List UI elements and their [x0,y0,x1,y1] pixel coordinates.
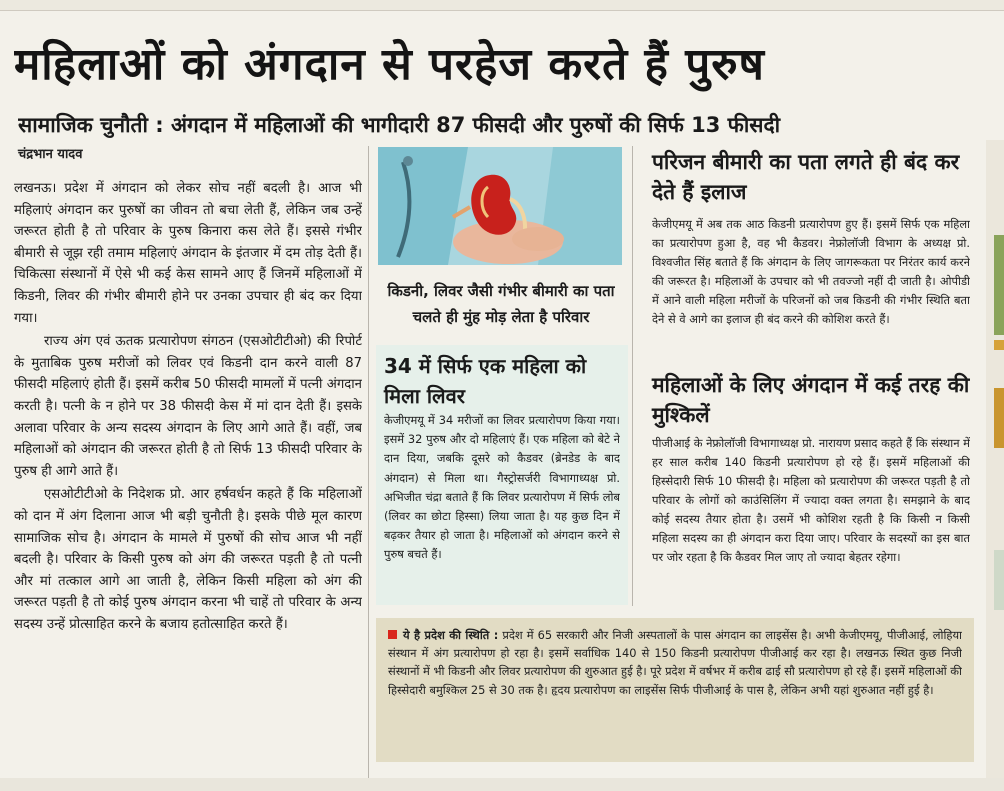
state-status-label: ये है प्रदेश की स्थिति : [403,628,499,642]
photo-caption: किडनी, लिवर जैसी गंभीर बीमारी का पता चलते ही मुंह मोड़ लेता है परिवार [387,282,615,326]
liver-sidebar-box [376,345,628,605]
red-square-bullet-icon [388,630,397,639]
state-status-text: प्रदेश में 65 सरकारी और निजी अस्पतालों के पास अंगदान का लाइसेंस है। अभी केजीएमयू, पीजीआई, लोहिया संस्थान में अंग प्रत्यारोपण हो रहा है। इसमें सर्वाधिक 140 से 150 किडनी प्रत्यारोपण पीजीआई कर रहा है। लखनऊ स्थित कुछ निजी संस्थानों में भी किडनी और लिवर प्रत्यारोपण की शुरुआत हुई है। पूरे प्रदेश में वर्षभर में करीब ढाई सौ प्रत्यारोपण हो रहे हैं। इसमें महिलाओं की हिस्सेदारी बमुश्किल 25 से 30 तक है। हृदय प्रत्यारोपण का लाइसेंस सिर्फ पीजीआई के पास है, लेकिन अभी यहां शुरुआत नहीं हुई है। [388,628,962,697]
subhead: सामाजिक चुनौती : अंगदान में महिलाओं की भागीदारी 87 फीसदी और पुरुषों की सिर्फ 13 फीसदी [18,113,781,137]
article-paragraph-1: लखनऊ। प्रदेश में अंगदान को लेकर सोच नहीं बदली है। आज भी महिलाएं अंगदान कर पुरुषों का जीवन तो बचा लेती हैं, लेकिन जब उन्हें जरूरत होती है तो परिवार के पुरुष किनारा कस लेते हैं। इससे गंभीर बीमारी से जूझ रही तमाम महिलाएं अंगदान के इंतजार में दम तोड़ देती हैं। चिकित्सा संस्थानों में ऐसे भी कई केस सामने आए हैं जिनमें महिलाओं में किडनी, लिवर की गंभीर बीमारी होने पर उनका उपचार ही बंद कर दिया गया। [14,181,362,326]
kidney-photo-icon [378,147,622,265]
article-paragraph-3: एसओटीटीओ के निदेशक प्रो. आर हर्षवर्धन कहते हैं कि महिलाओं को दान में अंग दिलाना आज भी बड़ी चुनौती है। इसके पीछे मूल कारण सामाजिक सोच है। अंगदान के मामले में पुरुषों की सोच आज भी नहीं बदली है। परिवार के किसी पुरुष को अंग की जरूरत पड़ती है तो पत्नी और मां तत्काल आगे आ जाती है, लेकिन किसी महिला को अंग की जरूरत पड़ती है तो कोई पुरुष अंगदान करना भी चाहें तो परिवार के अन्य सदस्य उन्हें प्रोत्साहित करने के बजाय हतोत्साहित करते हैं। [14,487,362,632]
state-status-text-block [388,626,962,758]
section-heading-difficulties: महिलाओं के लिए अंगदान में कई तरह की मुश्किलें [652,373,970,427]
headline: महिलाओं को अंगदान से परहेज करते हैं पुरुष [14,39,765,90]
section-text-treatment-stopped: केजीएमयू में अब तक आठ किडनी प्रत्यारोपण हुए हैं। इसमें सिर्फ एक महिला का प्रत्यारोपण हुआ है, वह भी कैडवर। नेफ्रोलॉजी विभाग के अध्यक्ष प्रो. विश्वजीत सिंह बताते हैं कि अंगदान के लिए जागरूकता पर निरंतर कार्य करने की जरूरत है। महिलाओं के उपचार को भी तवज्जो नहीं दी जाती है। ओपीडी में आने वाली महिला मरीजों के परिजनों को जब किडनी की गंभीर स्थिति बता देने से वे आगे का इलाज ही बंद करने की कोशिश करते हैं। [652,217,970,326]
column-divider [368,146,369,786]
column-divider [632,146,633,606]
top-strip [0,0,1004,11]
section-text-difficulties: पीजीआई के नेफ्रोलॉजी विभागाध्यक्ष प्रो. नारायण प्रसाद कहते हैं कि संस्थान में हर साल करीब 140 किडनी प्रत्यारोपण हो रहे हैं। इसमें महिलाओं की हिस्सेदारी सिर्फ 10 फीसदी है। महिला को प्रत्यारोपण की जरूरत पड़ती है तो परिवार के लोगों को काउंसिलिंग में ज्यादा वक्त लगता है। समझाने के बाद कोई सदस्य तैयार होता है। उसमें भी कोशिश रहती है कि किसी न किसी महिला सदस्य का ही अंगदान करा दिया जाए। परिवार के सदस्यों का इस बात पर जोर रहता है कि कैडवर मिल जाए तो ज्यादा बेहतर रहेगा। [652,436,970,564]
byline: चंद्रभान यादव [18,147,83,162]
state-status-box [376,618,974,762]
adjacent-page-edge [986,140,1004,780]
section-heading-treatment-stopped: परिजन बीमारी का पता लगते ही बंद कर देते हैं इलाज [652,150,960,204]
sidebar-heading: 34 में सिर्फ एक महिला को मिला लिवर [384,354,587,408]
sidebar-text: केजीएमयू में 34 मरीजों का लिवर प्रत्यारोपण किया गया। इसमें 32 पुरुष और दो महिलाएं हैं। एक महिला को बेटे ने दान दिया, जबकि दूसरे को कैडवर (ब्रेनडेड के बाद अंगदान) से मिला था। गैस्ट्रोसर्जरी विभागाध्यक्ष प्रो. अभिजीत चंद्रा बताते हैं कि लिवर प्रत्यारोपण में सिर्फ लोब (लिवर का छोटा हिस्सा) लिया जाता है। यह कुछ दिन में बढ़कर तैयार हो जाता है। महिलाओं को अंगदान करने से पुरुष बचते हैं। [384,413,620,562]
article-paragraph-2: राज्य अंग एवं ऊतक प्रत्यारोपण संगठन (एसओटीटीओ) की रिपोर्ट के मुताबिक पुरुष मरीजों को लिवर एवं किडनी दान करने वाली 87 फीसदी महिलाएं होती हैं। इसमें करीब 50 फीसदी मामलों में पत्नी अंगदान करती है। पत्नी के न होने पर 38 फीसदी केस में मां दान देती हैं। इसके अलावा परिवार के अन्य सदस्य अंगदान के लिए आगे आते हैं। वहीं, जब महिलाओं को अंगदान की जरूरत होती है तो सिर्फ 13 फीसदी परिवार के पुरुष ही आगे आते हैं। [14,334,362,479]
main-article-column [14,178,362,778]
bottom-strip [0,778,1004,791]
